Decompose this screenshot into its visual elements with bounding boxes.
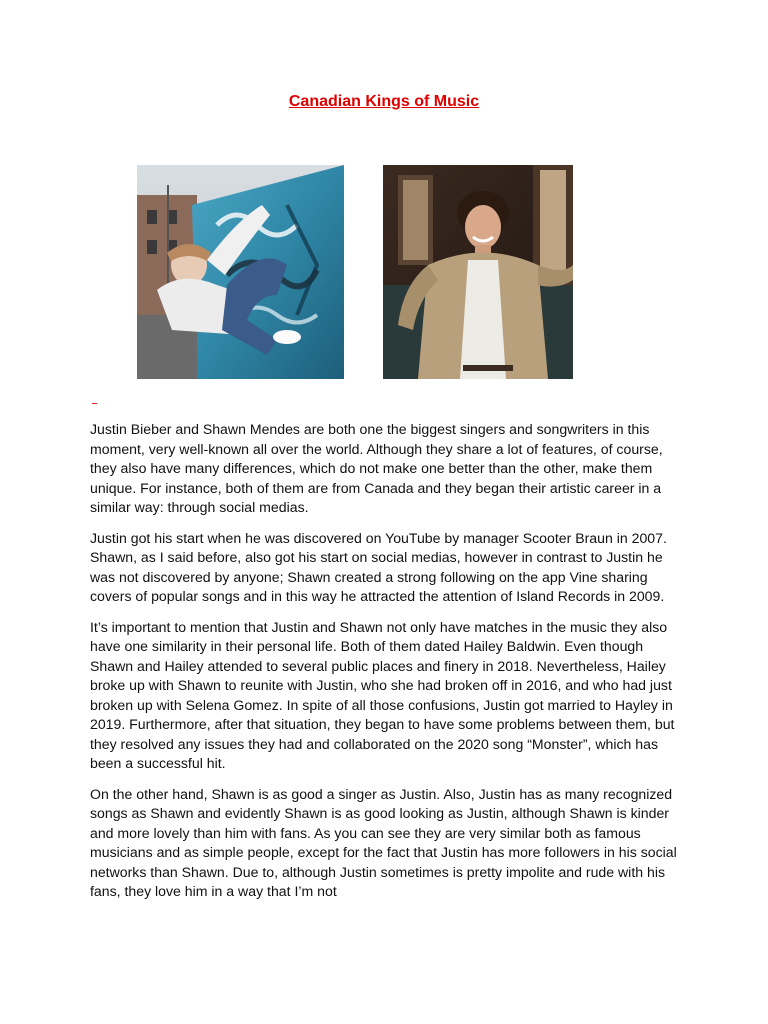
- paragraph-2: Justin got his start when he was discovered on YouTube by manager Scooter Braun in 2007. Shawn, as I said before, also got his start on social medias, however in contrast to Justin he was not discovered by anyone; Shawn created a strong following on the app Vine sharing covers of popular songs and in this way he attracted the attention of Island Records in 2009.: [90, 529, 667, 604]
- photo-justin-bieber: [137, 165, 344, 379]
- paragraph-3: It’s important to mention that Justin and Shawn not only have matches in the music they also have one similarity in their personal life. Both of them dated Hailey Baldwin. Even though Shawn and Hailey attended to several public places and finery in 2018. Nevertheless, Hailey broke up with Shawn to reunite with Justin, who she had broken off in 2016, and who had just broken up with Selena Gomez. In spite of all those confusions, Justin got married to Hayley in 2019. Furthermore, after that situation, they began to have some problems between them, but they resolved any issues they had and collaborated on the 2020 song “Monster”, which has been a successful hit.: [90, 618, 675, 771]
- paragraph-4: On the other hand, Shawn is as good a singer as Justin. Also, Justin has as many recognized songs as Shawn and evidently Shawn is as good looking as Justin, although Shawn is kinder and more lovely than him with fans. As you can see they are very similar both as famous musicians and as simple people, except for the fact that Justin has more followers in his social networks than Shawn. Due to, although Justin sometimes is pretty impolite and rude with his fans, they love him in a way that I’m not: [90, 785, 677, 899]
- document-title: Canadian Kings of Music: [288, 93, 480, 110]
- stray-red-mark: [92, 403, 97, 404]
- document-body: [90, 420, 690, 913]
- photo-shawn-mendes: [383, 165, 573, 379]
- paragraph-1: Justin Bieber and Shawn Mendes are both one the biggest singers and songwriters in this moment, very well-known all over the world. Although they share a lot of features, of course, they also have many differences, which do not make one better than the other, make them unique. For instance, both of them are from Canada and they began their artistic career in a similar way: through social medias.: [90, 421, 663, 515]
